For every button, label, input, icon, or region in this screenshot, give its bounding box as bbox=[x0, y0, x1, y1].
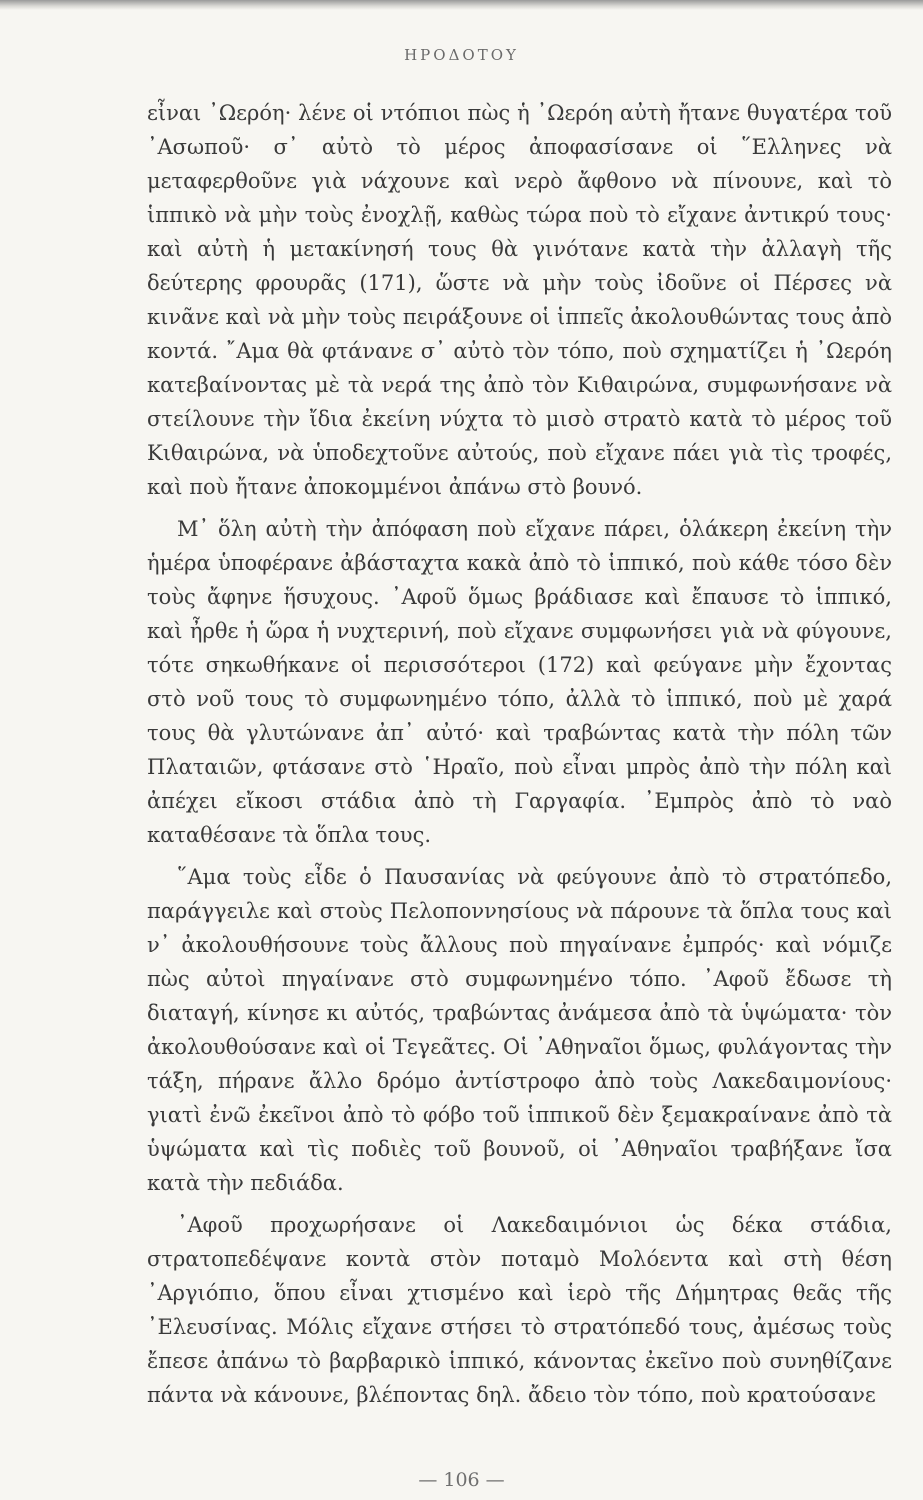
running-head: ΗΡΟΔΟΤΟΥ bbox=[404, 46, 519, 64]
paragraph-4: ᾽Αφοῦ προχωρήσανε οἱ Λακεδαιμόνιοι ὡς δέκα στάδια, στρατοπεδέψανε κοντὰ στὸν ποταμὸ Μολόεντα καὶ στὴ θέση ᾽Αργιόπιο, ὅπου εἶναι χτισμένο καὶ ἱερὸ τῆς Δήμητρας θεᾶς τῆς ᾽Ελευσίνας. Μόλις εἴχανε στήσει τὸ στρατόπεδό τους, ἀμέσως τοὺς ἔπεσε ἀπάνω τὸ βαρβαρικὸ ἱππικό, κάνοντας ἐκεῖνο ποὺ συνηθίζανε πάντα νὰ κάνουνε, βλέποντας δηλ. ἄδειο τὸν τόπο, ποὺ κρατούσανε bbox=[147, 1213, 892, 1407]
page-number: — 106 — bbox=[418, 1469, 505, 1491]
paragraph-3: ῞Αμα τοὺς εἶδε ὁ Παυσανίας νὰ φεύγουνε ἀπὸ τὸ στρατόπεδο, παράγγειλε καὶ στοὺς Πελοποννησίους νὰ πάρουνε τὰ ὅπλα τους καὶ ν᾽ ἀκολουθήσουνε τοὺς ἄλλους ποὺ πηγαίνανε ἐμπρός· καὶ νόμιζε πὼς αὐτοὶ πηγαίνανε στὸ συμφωνημένο τόπο. ᾽Αφοῦ ἔδωσε τὴ διαταγή, κίνησε κι αὐτός, τραβώντας ἀνάμεσα ἀπὸ τὰ ὑψώματα· τὸν ἀκολουθούσανε καὶ οἱ Τεγεᾶτες. Οἱ ᾽Αθηναῖοι ὅμως, φυλάγοντας τὴν τάξη, πήρανε ἄλλο δρόμο ἀντίστροφο ἀπὸ τοὺς Λακεδαιμονίους· γιατὶ ἐνῶ ἐκεῖνοι ἀπὸ τὸ φόβο τοῦ ἱππικοῦ δὲν ξεμακραίνανε ἀπὸ τὰ ὑψώματα καὶ τὶς ποδιὲς τοῦ βουνοῦ, οἱ ᾽Αθηναῖοι τραβήξανε ἴσα κατὰ τὴν πεδιάδα. bbox=[147, 865, 892, 1195]
paragraph-1: εἶναι ᾽Ωερόη· λένε οἱ ντόπιοι πὼς ἡ ᾽Ωερόη αὐτὴ ἤτανε θυγατέρα τοῦ ᾽Ασωποῦ· σ᾽ αὐτὸ τὸ μέρος ἀποφασίσανε οἱ ῞Ελληνες νὰ μεταφερθοῦνε γιὰ νάχουνε καὶ νερὸ ἄφθονο νὰ πίνουνε, καὶ τὸ ἱππικὸ νὰ μὴν τοὺς ἐνοχλῇ, καθὼς τώρα ποὺ τὸ εἴχανε ἀντικρύ τους· καὶ αὐτὴ ἡ μετακίνησή τους θὰ γινότανε κατὰ τὴν ἀλλαγὴ τῆς δεύτερης φρουρᾶς (171), ὥστε νὰ μὴν τοὺς ἰδοῦνε οἱ Πέρσες νὰ κινᾶνε καὶ νὰ μὴν τοὺς πειράξουνε οἱ ἱππεῖς ἀκολουθώντας τους ἀπὸ κοντά. ῎Αμα θὰ φτάνανε σ᾽ αὐτὸ τὸν τόπο, ποὺ σχηματίζει ἡ ᾽Ωερόη κατεβαίνοντας μὲ τὰ νερά της ἀπὸ τὸν Κιθαιρώνα, συμφωνήσανε νὰ στείλουνε τὴν ἴδια ἐκείνη νύχτα τὸ μισὸ στρατὸ κατὰ τὸ μέρος τοῦ Κιθαιρώνα, νὰ ὑποδεχτοῦνε αὐτούς, ποὺ εἴχανε πάει γιὰ τὶς τροφές, καὶ ποὺ ἤτανε ἀποκομμένοι ἀπάνω στὸ βουνό. bbox=[147, 101, 892, 499]
paragraph-2: Μ᾽ ὅλη αὐτὴ τὴν ἀπόφαση ποὺ εἴχανε πάρει, ὁλάκερη ἐκείνη τὴν ἡμέρα ὑποφέρανε ἀβάσταχτα κακὰ ἀπὸ τὸ ἱππικό, ποὺ κάθε τόσο δὲν τοὺς ἄφηνε ἥσυχους. ᾽Αφοῦ ὅμως βράδιασε καὶ ἔπαυσε τὸ ἱππικό, καὶ ἦρθε ἡ ὥρα ἡ νυχτερινή, ποὺ εἴχανε συμφωνήσει γιὰ νὰ φύγουνε, τότε σηκωθήκανε οἱ περισσότεροι (172) καὶ φεύγανε μὴν ἔχοντας στὸ νοῦ τους τὸ συμφωνημένο τόπο, ἀλλὰ τὸ ἱππικό, ποὺ μὲ χαρά τους θὰ γλυτώνανε ἀπ᾽ αὐτό· καὶ τραβώντας κατὰ τὴν πόλη τῶν Πλαταιῶν, φτάσανε στὸ ῾Ηραῖο, ποὺ εἶναι μπρὸς ἀπὸ τὴν πόλη καὶ ἀπέχει εἴκοσι στάδια ἀπὸ τὴ Γαργαφία. ᾽Εμπρὸς ἀπὸ τὸ ναὸ καταθέσανε τὰ ὅπλα τους. bbox=[147, 517, 892, 847]
page-top-edge-shadow bbox=[0, 0, 923, 10]
body-text bbox=[147, 96, 892, 1420]
